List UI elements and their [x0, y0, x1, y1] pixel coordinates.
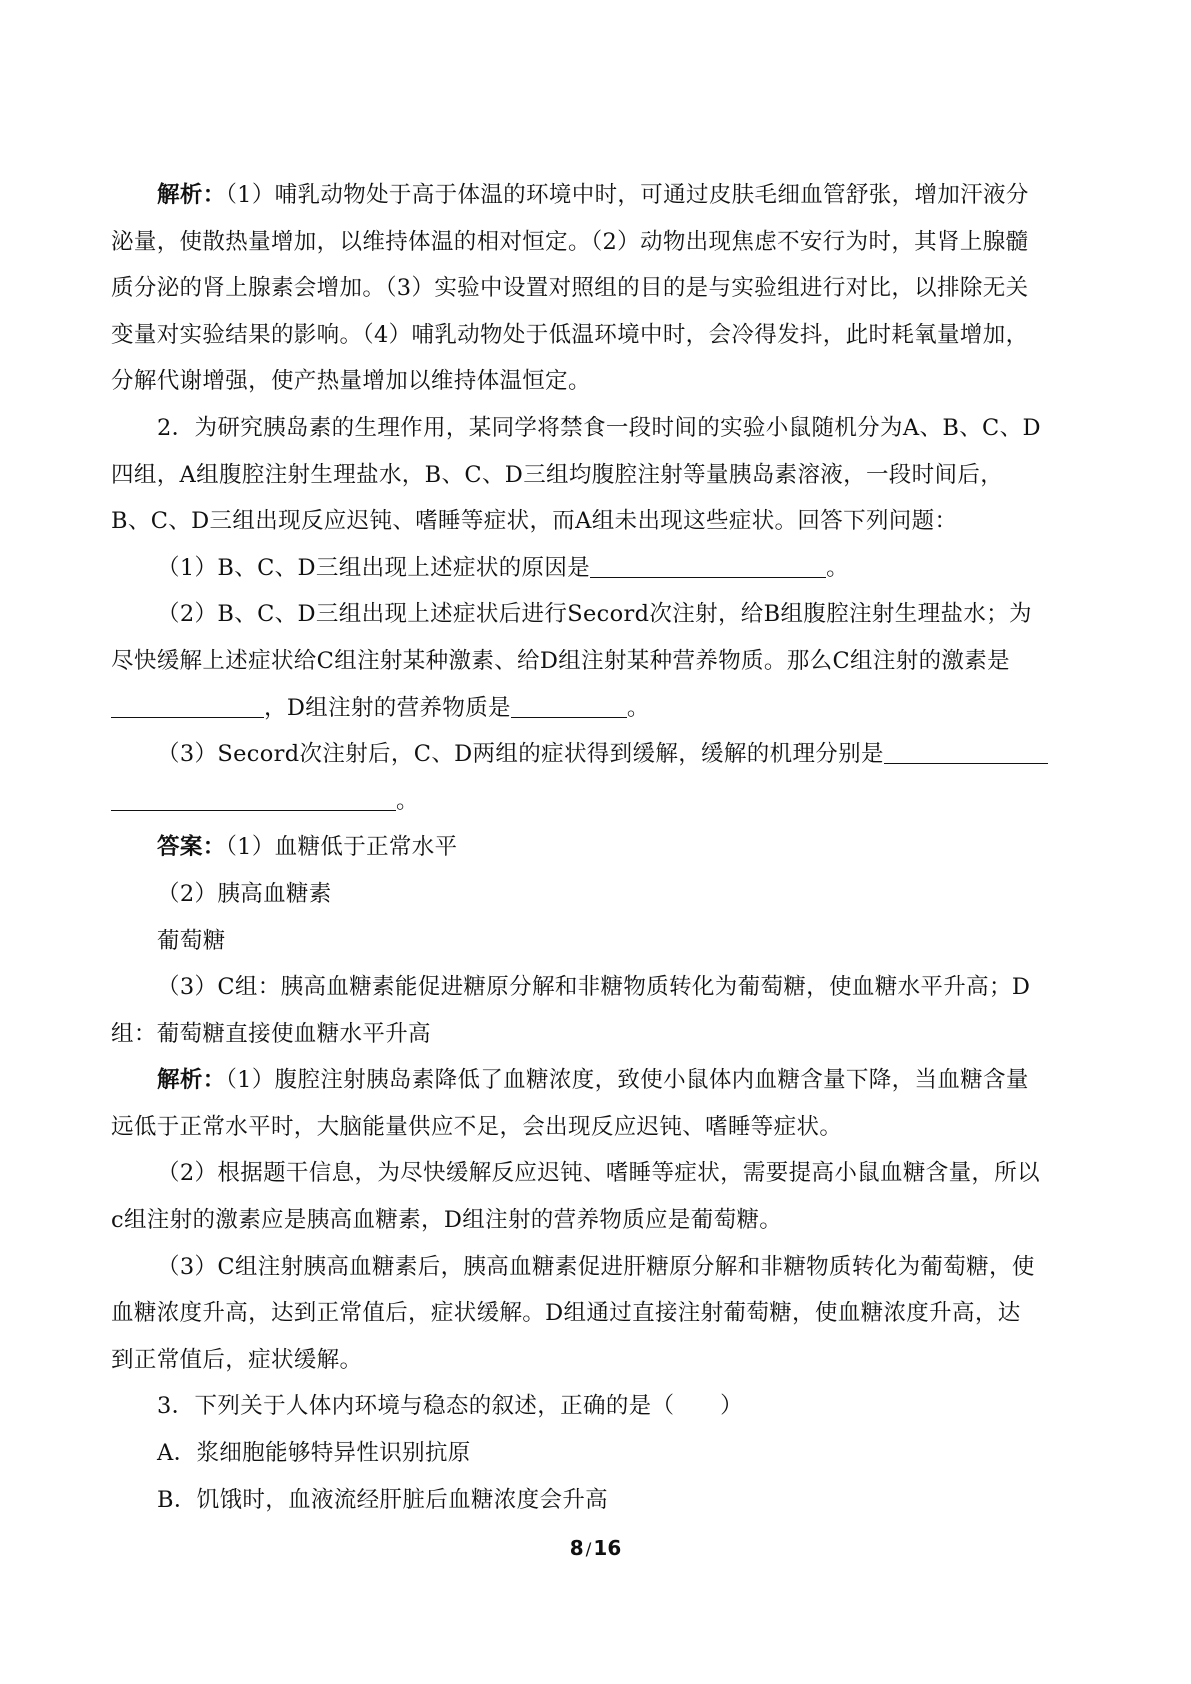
page-content: [111, 172, 1086, 1523]
analysis-1-line-5: 分解代谢增强，使产热量增加以维持体温恒定。: [111, 368, 591, 395]
analysis-2-line-6: 血糖浓度升高，达到正常值后，症状缓解。D组通过直接注射葡萄糖，使血糖浓度升高，达: [111, 1300, 1021, 1327]
analysis-label: 解析：: [157, 1067, 226, 1094]
sub-3-text: （3）Secord次注射后，C、D两组的症状得到缓解，缓解的机理分别是: [157, 741, 884, 768]
analysis-2-line-4: c组注射的激素应是胰高血糖素，D组注射的营养物质应是葡萄糖。: [111, 1207, 783, 1234]
answer-blank: [590, 553, 826, 578]
sub-1-text: （1）B、C、D三组出现上述症状的原因是: [157, 554, 591, 581]
question-2-sub-2-line-1: （2）B、C、D三组出现上述症状后进行Secord次注射，给B组腹腔注射生理盐水；为: [157, 601, 1032, 628]
analysis-2-line-1: [111, 1057, 1086, 1104]
question-3-option-a: A．浆细胞能够特异性识别抗原: [157, 1440, 471, 1467]
answer-2-line-2: （2）胰高血糖素: [157, 880, 332, 907]
analysis-1-line-2: 泌量，使散热量增加，以维持体温的相对恒定。（2）动物出现焦虑不安行为时，其肾上腺髓: [111, 228, 1029, 255]
analysis-text: （1）哺乳动物处于高于体温的环境中时，可通过皮肤毛细血管舒张，增加汗液分: [225, 182, 1029, 208]
answer-blank: [511, 693, 627, 718]
page-current: 8: [569, 1536, 584, 1560]
question-2-sub-3-line-1: [111, 731, 1086, 778]
question-2-sub-2-line-2: 尽快缓解上述症状给C组注射某种激素、给D组注射某种营养物质。那么C组注射的激素是: [111, 647, 1010, 674]
answer-label: 答案：: [157, 834, 226, 861]
answer-blank: [111, 693, 264, 718]
question-2-sub-2-line-3: [111, 685, 1086, 732]
answer-text: （1）血糖低于正常水平: [225, 834, 458, 861]
sub-2-end: 。: [626, 694, 650, 721]
analysis-2-line-3: （2）根据题干信息，为尽快缓解反应迟钝、嗜睡等症状，需要提高小鼠血糖含量，所以: [157, 1160, 1040, 1187]
question-2-sub-3-line-2: [111, 778, 1086, 825]
analysis-1-line-1: [111, 172, 1086, 219]
answer-2-line-3: 葡萄糖: [157, 927, 226, 954]
answer-2-line-1: [111, 824, 1086, 871]
question-2-line-2: 四组，A组腹腔注射生理盐水，B、C、D三组均腹腔注射等量胰岛素溶液，一段时间后，: [111, 461, 1004, 488]
answer-blank: [111, 786, 396, 811]
page-separator: /: [585, 1540, 592, 1560]
analysis-text: （1）腹腔注射胰岛素降低了血糖浓度，致使小鼠体内血糖含量下降，当血糖含量: [225, 1067, 1029, 1094]
question-2-sub-1: [111, 545, 1086, 592]
page-number: [0, 1536, 1191, 1560]
answer-blank: [884, 739, 1048, 764]
analysis-2-line-2: 远低于正常水平时，大脑能量供应不足，会出现反应迟钝、嗜睡等症状。: [111, 1113, 843, 1140]
question-3-stem: 3．下列关于人体内环境与稳态的叙述，正确的是（ ）: [157, 1393, 743, 1420]
analysis-label: 解析：: [157, 182, 226, 208]
question-3-option-b: B．饥饿时，血液流经肝脏后血糖浓度会升高: [157, 1486, 609, 1513]
answer-2-line-4: （3）C组：胰高血糖素能促进糖原分解和非糖物质转化为葡萄糖，使血糖水平升高；D: [157, 974, 1031, 1001]
page-total: 16: [593, 1536, 622, 1560]
answer-2-line-5: 组：葡萄糖直接使血糖水平升高: [111, 1020, 431, 1047]
question-2-line-3: B、C、D三组出现反应迟钝、嗜睡等症状，而A组未出现这些症状。回答下列问题：: [111, 508, 958, 535]
sub-2-mid: ，D组注射的营养物质是: [264, 694, 511, 721]
sub-1-end: 。: [826, 554, 849, 581]
analysis-2-line-7: 到正常值后，症状缓解。: [111, 1346, 363, 1373]
analysis-2-line-5: （3）C组注射胰高血糖素后，胰高血糖素促进肝糖原分解和非糖物质转化为葡萄糖，使: [157, 1253, 1035, 1280]
sub-3-end: 。: [396, 787, 419, 814]
analysis-1-line-4: 变量对实验结果的影响。（4）哺乳动物处于低温环境中时，会冷得发抖，此时耗氧量增加，: [111, 321, 1029, 348]
question-2-line-1: 2．为研究胰岛素的生理作用，某同学将禁食一段时间的实验小鼠随机分为A、B、C、D: [157, 414, 1041, 441]
analysis-1-line-3: 质分泌的肾上腺素会增加。（3）实验中设置对照组的目的是与实验组进行对比，以排除无关: [111, 275, 1029, 302]
